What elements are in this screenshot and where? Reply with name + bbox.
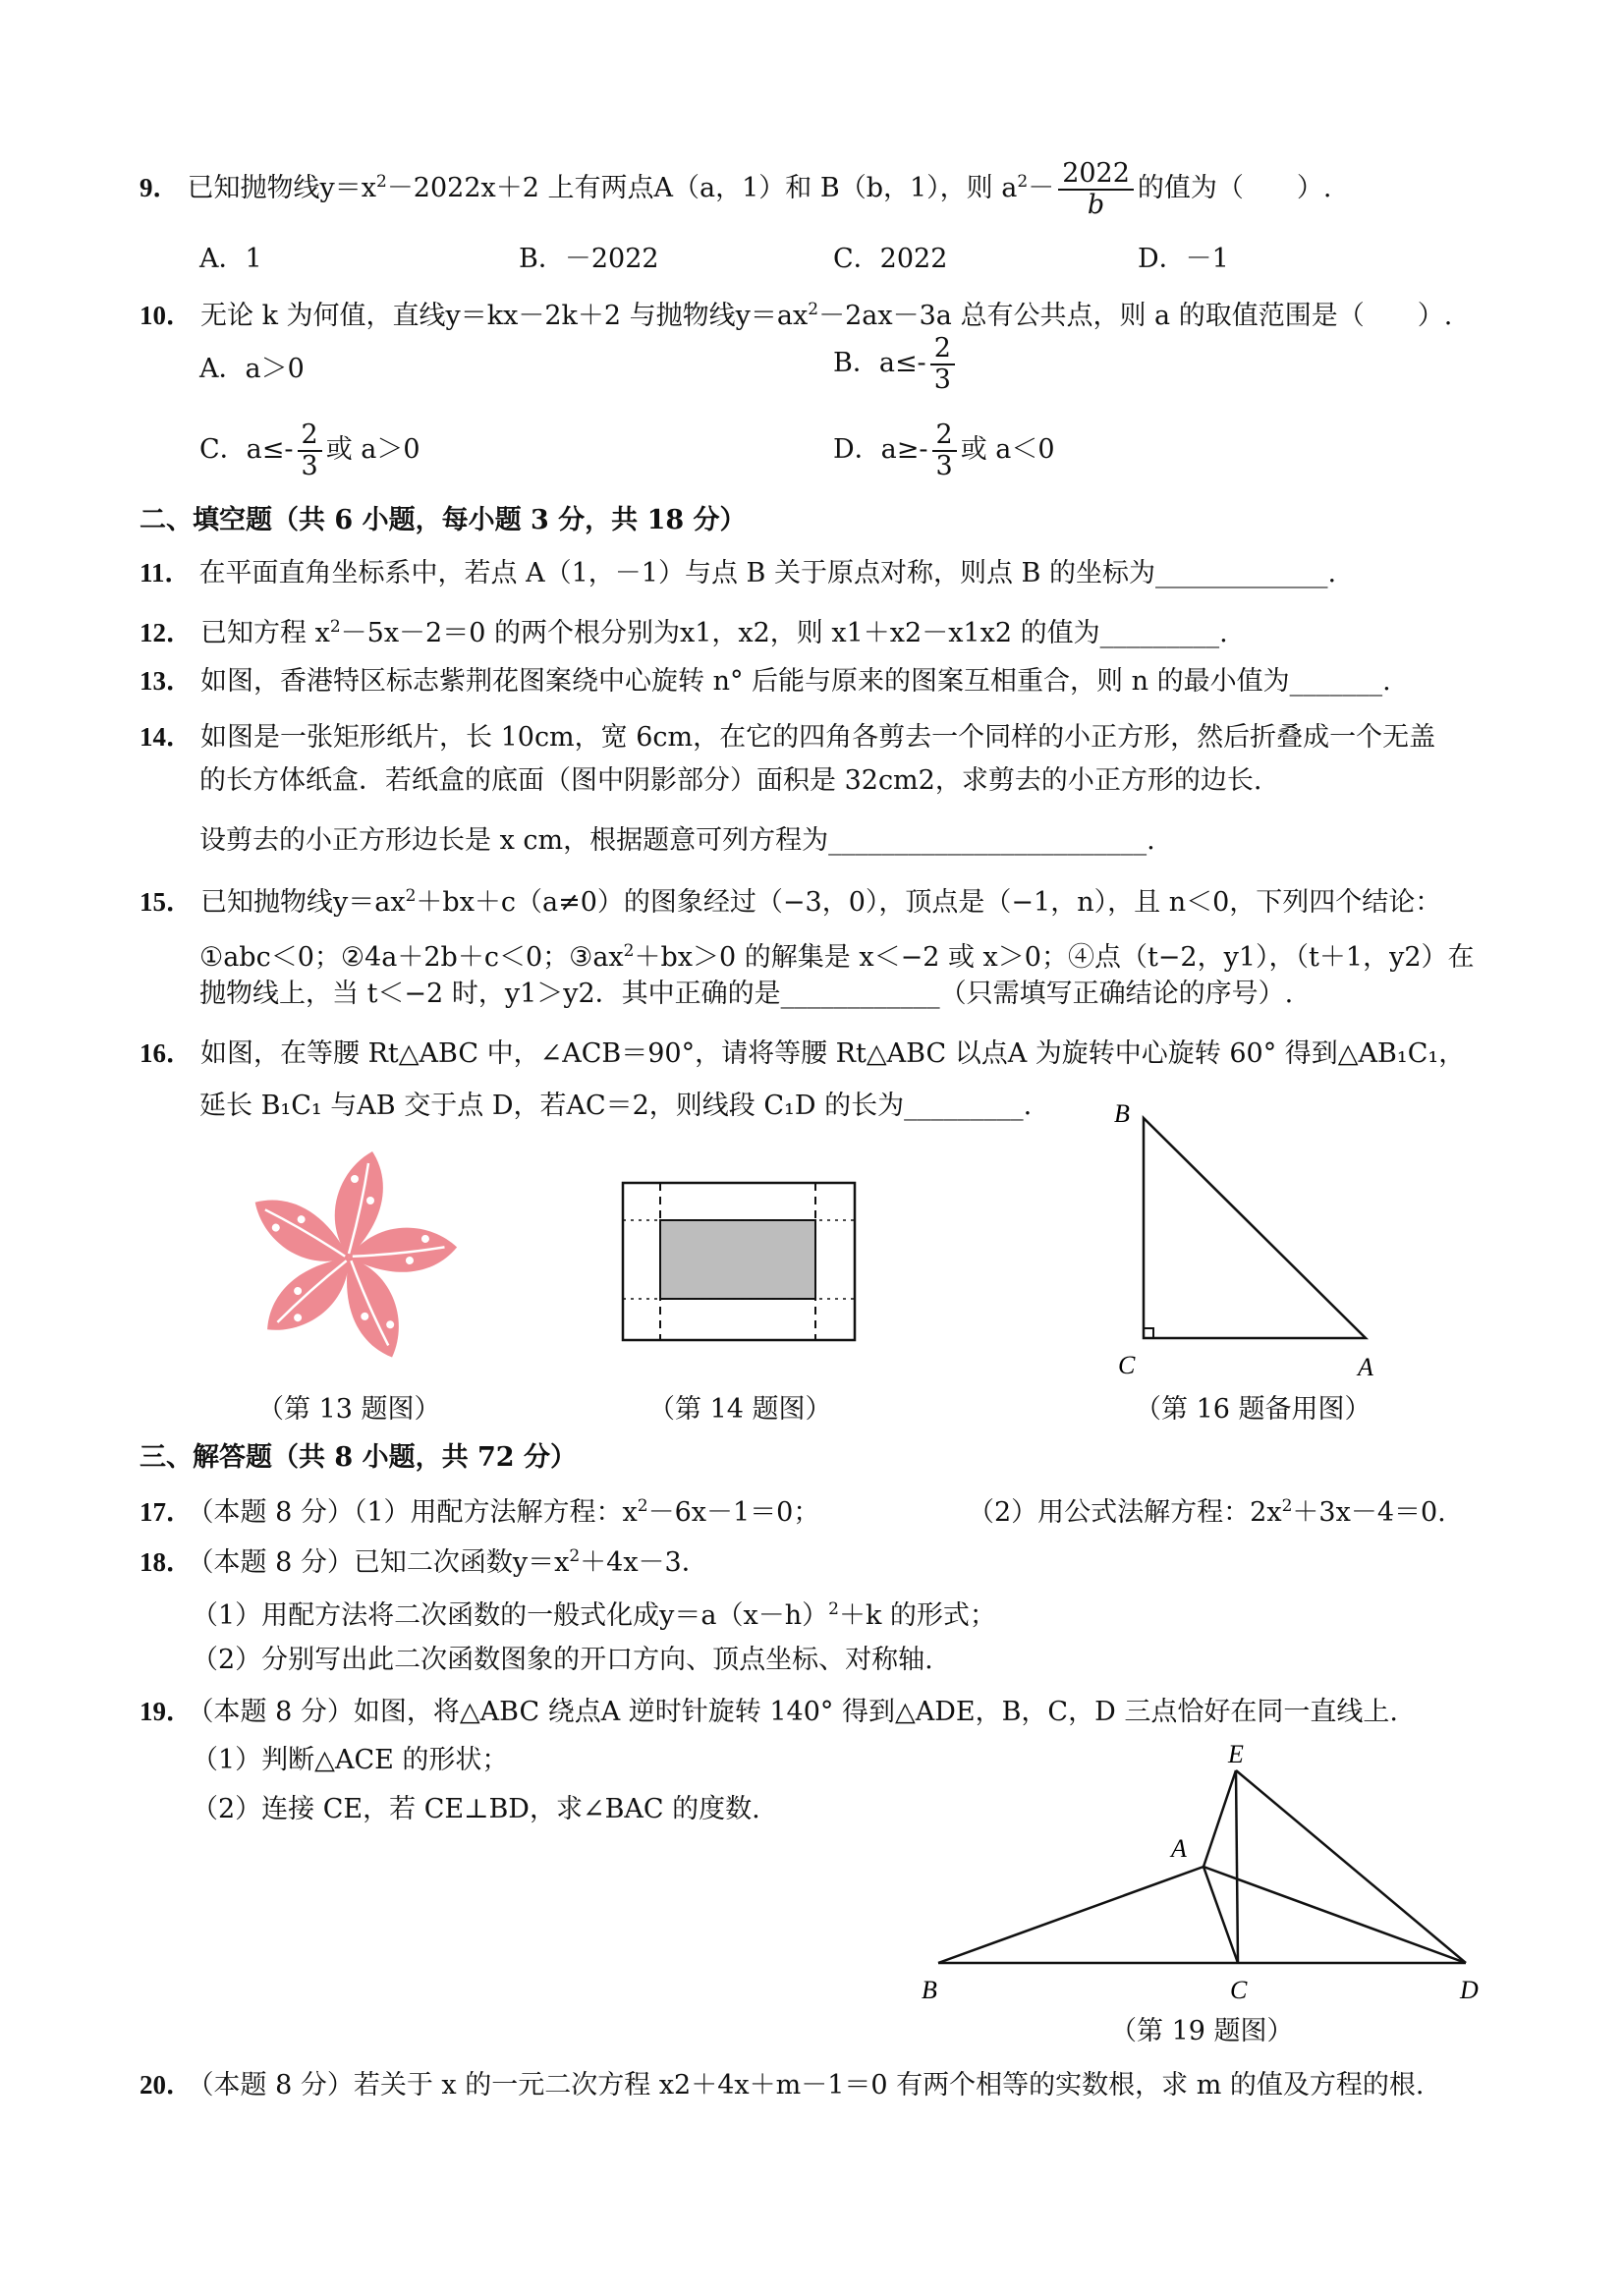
exponent: 2 — [623, 941, 635, 961]
question-text: ＋3x－4＝0. — [1292, 1497, 1446, 1528]
fraction — [932, 420, 957, 480]
question-18-sub2: （2）分别写出此二次函数图象的开口方向、顶点坐标、对称轴. — [192, 1645, 933, 1675]
question-17 — [140, 1488, 819, 1531]
section-heading: 二、填空题（共 6 小题，每小题 3 分，共 18 分） — [140, 505, 747, 535]
question-text: 如图是一张矩形纸片，长 10cm，宽 6cm，在它的四角各剪去一个同样的小正方形，然后折叠成一个无盖 — [200, 722, 1436, 753]
question-text: ＋bx＞0 的解集是 x＜−2 或 x＞0；④点（t−2，y1），（t＋1，y2）在 — [634, 942, 1475, 973]
option-a: A．a＞0 — [199, 354, 305, 384]
question-14-line2: 的长方体纸盒．若纸盒的底面（图中阴影部分）面积是 32cm2，求剪去的小正方形的边长. — [199, 765, 1262, 796]
segment-ae — [1203, 1770, 1236, 1867]
question-20 — [140, 2067, 1425, 2103]
exponent: 2 — [375, 172, 387, 193]
question-number: 19． — [140, 1697, 193, 1726]
question-number: 12． — [140, 618, 193, 647]
rotation-figure — [914, 1735, 1493, 2010]
question-18-sub1 — [192, 1592, 996, 1634]
right-angle-mark — [1144, 1328, 1153, 1338]
question-number: 17． — [140, 1497, 193, 1527]
question-12 — [140, 609, 1228, 651]
question-text: 如图，在等腰 Rt△ABC 中，∠ACB＝90°，请将等腰 Rt△ABC 以点A 为旋转中心旋转 60° 得到△AB₁C₁， — [200, 1038, 1466, 1069]
option-label: C．a≤- — [199, 434, 294, 466]
option-label: D．a≥- — [833, 434, 928, 466]
figure-caption: （第 16 题备用图） — [1135, 1394, 1371, 1425]
question-number: 20． — [140, 2070, 193, 2100]
question-number: 13． — [140, 666, 193, 696]
question-13 — [140, 663, 1391, 700]
question-11 — [140, 555, 1336, 591]
exponent: 2 — [405, 886, 417, 906]
question-text: 如图，香港特区标志紫荆花图案绕中心旋转 n° 后能与原来的图案互相重合，则 n 的最小值为_______. — [200, 666, 1391, 697]
bauhinia-flower-figure — [226, 1140, 472, 1375]
label-e: E — [1228, 1740, 1244, 1768]
question-text: －2022x＋2 上有两点A（a，1）和 B（b，1），则 a — [386, 173, 1018, 204]
numerator: 2 — [932, 420, 957, 452]
denominator: 3 — [301, 450, 318, 481]
question-18 — [140, 1539, 708, 1581]
fraction — [1058, 159, 1134, 219]
option-b: B．－2022 — [519, 244, 659, 274]
right-triangle-figure — [1100, 1100, 1395, 1385]
figure-caption: （第 19 题图） — [1110, 2016, 1294, 2046]
numerator: 2 — [930, 334, 955, 365]
paper-box-figure — [619, 1179, 860, 1346]
option-text: 或 a＞0 — [325, 434, 420, 466]
option-text: 或 a＜0 — [960, 434, 1055, 466]
figure-caption: （第 13 题图） — [257, 1394, 441, 1425]
numerator: 2 — [298, 420, 322, 452]
question-text: －2ax－3a 总有公共点，则 a 的取值范围是（ ）. — [818, 301, 1453, 331]
shaded-base — [660, 1220, 815, 1299]
question-19-sub2: （2）连接 CE，若 CE⊥BD，求∠BAC 的度数. — [192, 1794, 760, 1824]
exponent: 2 — [637, 1496, 648, 1516]
segment-ad — [1203, 1867, 1466, 1963]
question-17-part2 — [968, 1488, 1446, 1531]
question-number: 10． — [140, 301, 193, 330]
question-15-line3: 抛物线上，当 t＜−2 时，y1＞y2．其中正确的是____________（只需填写正确结论的序号）. — [199, 979, 1294, 1009]
question-10 — [140, 292, 1452, 334]
question-text: （1）用配方法将二次函数的一般式化成y＝a（x－h） — [192, 1600, 829, 1631]
question-number: 11． — [140, 558, 192, 588]
label-b: B — [922, 1976, 937, 2004]
denominator: 3 — [935, 450, 953, 481]
exponent: 2 — [329, 617, 341, 637]
question-number: 16． — [140, 1038, 193, 1068]
question-text: 在平面直角坐标系中，若点 A（1，－1）与点 B 关于原点对称，则点 B 的坐标为_____________. — [198, 558, 1337, 588]
option-d: D．－1 — [1138, 244, 1229, 274]
exponent: 2 — [828, 1599, 839, 1619]
segment-ed — [1236, 1770, 1466, 1963]
question-text: － — [1028, 173, 1055, 204]
question-text: ①abc＜0；②4a＋2b＋c＜0；③ax — [199, 942, 624, 973]
question-text: 无论 k 为何值，直线y＝kx－2k＋2 与抛物线y＝ax — [200, 301, 809, 331]
segment-ba — [938, 1867, 1203, 1963]
denominator: 3 — [933, 364, 951, 395]
numerator: 2022 — [1058, 159, 1134, 191]
question-19 — [140, 1694, 1398, 1730]
question-text: －6x－1＝0； — [647, 1497, 820, 1528]
fraction — [930, 334, 955, 394]
section-heading: 三、解答题（共 8 小题，共 72 分） — [140, 1442, 577, 1473]
question-text: 已知抛物线y＝ax — [200, 887, 406, 918]
question-15-line2 — [199, 933, 1475, 976]
question-text: （本题 8 分）如图，将△ABC 绕点A 逆时针旋转 140° 得到△ADE，B，C，D 三点恰好在同一直线上. — [200, 1697, 1398, 1727]
option-label: B．a≤- — [833, 348, 926, 379]
fraction — [298, 420, 322, 480]
label-c: C — [1230, 1976, 1248, 2004]
question-text: 的值为（ ）. — [1137, 173, 1332, 204]
exponent: 2 — [1281, 1496, 1293, 1516]
question-text: ＋k 的形式； — [838, 1600, 996, 1631]
question-number: 9． — [140, 173, 180, 203]
question-text: （本题 8 分）（1）用配方法解方程：x — [200, 1497, 638, 1528]
question-9 — [140, 159, 1332, 219]
triangle-abc — [1144, 1118, 1366, 1338]
question-14 — [140, 719, 1435, 756]
label-a: A — [1171, 1834, 1187, 1863]
question-14-line3: 设剪去的小正方形边长是 x cm，根据题意可列方程为________________________. — [199, 825, 1155, 856]
exponent: 2 — [1017, 172, 1029, 193]
question-number: 14． — [140, 722, 193, 752]
option-c — [199, 420, 420, 480]
option-a: A．1 — [199, 244, 262, 274]
label-d: D — [1460, 1976, 1479, 2004]
segment-ec — [1236, 1770, 1238, 1963]
question-15 — [140, 878, 1441, 921]
option-b — [833, 334, 959, 394]
figure-caption: （第 14 题图） — [648, 1394, 832, 1425]
question-text: 已知方程 x — [200, 618, 330, 648]
question-number: 15． — [140, 887, 193, 917]
question-number: 18． — [140, 1547, 193, 1577]
segment-ac — [1203, 1867, 1238, 1963]
label-c: C — [1118, 1351, 1136, 1379]
exponent: 2 — [808, 300, 819, 319]
question-text: （2）用公式法解方程：2x — [968, 1497, 1282, 1528]
question-16 — [140, 1036, 1465, 1072]
label-b: B — [1114, 1100, 1130, 1128]
label-a: A — [1358, 1353, 1373, 1381]
question-16-line2: 延长 B₁C₁ 与AB 交于点 D，若AC＝2，则线段 C₁D 的长为_________. — [199, 1091, 1033, 1121]
option-c: C．2022 — [833, 244, 948, 274]
question-text: （本题 8 分）若关于 x 的一元二次方程 x2＋4x＋m－1＝0 有两个相等的实数根，求 m 的值及方程的根. — [200, 2070, 1425, 2100]
question-text: ＋bx＋c（a≠0）的图象经过（−3，0），顶点是（−1，n），且 n＜0，下列四个结论： — [416, 887, 1442, 918]
denominator: b — [1087, 189, 1105, 220]
exponent: 2 — [569, 1546, 581, 1566]
question-text: ＋4x－3． — [580, 1547, 708, 1578]
question-19-sub1: （1）判断△ACE 的形状； — [192, 1745, 509, 1775]
question-text: （本题 8 分）已知二次函数y＝x — [200, 1547, 570, 1578]
question-text: －5x－2＝0 的两个根分别为x1，x2，则 x1＋x2－x1x2 的值为_________. — [340, 618, 1228, 648]
question-text: 已知抛物线y＝x — [187, 173, 376, 204]
option-d — [833, 420, 1055, 480]
